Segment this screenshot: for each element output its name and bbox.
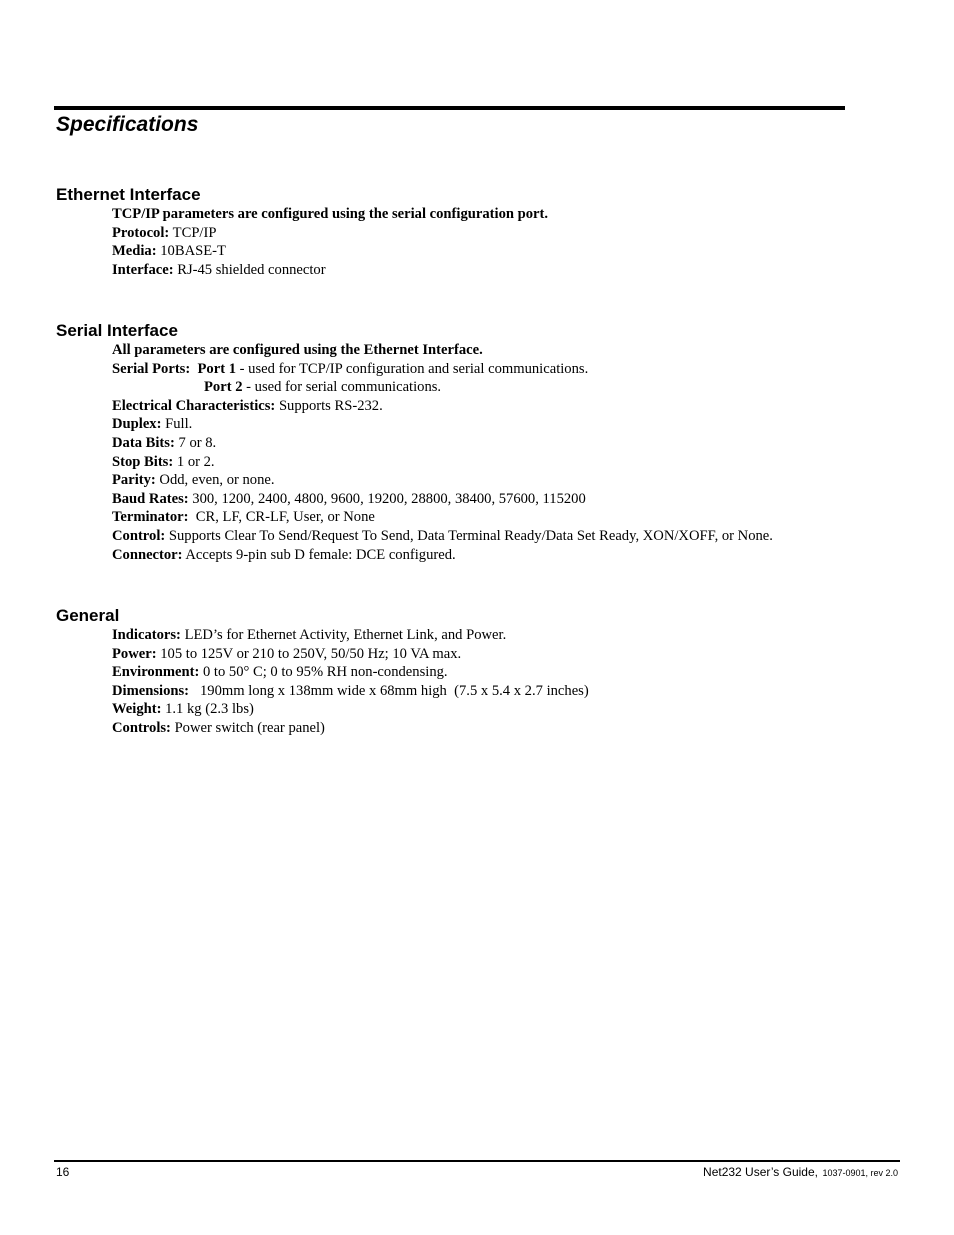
spec-value: LED’s for Ethernet Activity, Ethernet Link, and Power. xyxy=(180,627,507,643)
spec-value: Power switch (rear panel) xyxy=(170,719,325,736)
section-heading-ethernet: Ethernet Interface xyxy=(56,185,201,204)
spec-controls xyxy=(112,719,589,738)
spec-label: Electrical Characteristics: xyxy=(112,397,276,414)
section-heading-general: General xyxy=(56,606,120,625)
spec-label: Weight: xyxy=(112,701,162,718)
spec-control xyxy=(112,527,773,546)
spec-label: Dimensions: xyxy=(112,682,190,699)
footer-document-info xyxy=(703,1164,898,1181)
spec-label: Duplex: xyxy=(112,416,162,433)
spec-label: Control: xyxy=(112,527,166,544)
spec-value: Supports RS-232. xyxy=(275,397,383,414)
footer-guide-title: Net232 User’s Guide, xyxy=(703,1165,818,1179)
spec-value: Accepts 9-pin sub D female: DCE configured. xyxy=(182,546,456,563)
spec-terminator xyxy=(112,508,773,527)
port1-label: Port 1 xyxy=(197,360,237,377)
spec-value: Supports Clear To Send/Request To Send, Data Terminal Ready/Data Set Ready, XON/XOFF, or None. xyxy=(165,527,773,544)
spec-label: Power: xyxy=(112,645,157,662)
spec-value: Full. xyxy=(161,416,193,433)
spec-baud-rates xyxy=(112,490,773,509)
spec-label: Serial Ports: xyxy=(112,360,191,377)
serial-intro: All parameters are configured using the Ethernet Interface. xyxy=(112,342,483,358)
spec-duplex xyxy=(112,415,773,434)
spec-label: Terminator: xyxy=(112,509,189,526)
spec-value: 1.1 kg (2.3 lbs) xyxy=(161,701,254,718)
spec-data-bits xyxy=(112,434,773,453)
spec-power xyxy=(112,645,589,664)
spec-label: Controls: xyxy=(112,719,171,736)
spec-electrical xyxy=(112,397,773,416)
spec-label: Indicators: xyxy=(112,627,181,643)
port1-value: - used for TCP/IP configuration and serial communications. xyxy=(236,360,589,377)
spec-value: CR, LF, CR-LF, User, or None xyxy=(188,509,375,526)
port2-label: Port 2 xyxy=(204,379,243,396)
serial-spec-list xyxy=(112,341,773,564)
spec-value: 105 to 125V or 210 to 250V, 50/50 Hz; 10 VA max. xyxy=(156,645,462,662)
spec-value: 7 or 8. xyxy=(174,434,217,451)
spec-label: Baud Rates: xyxy=(112,490,189,507)
spec-label: Protocol: xyxy=(112,224,170,241)
port2-value: - used for serial communications. xyxy=(242,379,442,396)
footer-rule xyxy=(54,1160,900,1162)
spec-value: 10BASE-T xyxy=(156,243,226,260)
spec-label: Environment: xyxy=(112,664,200,681)
spec-protocol xyxy=(112,224,548,243)
spec-interface xyxy=(112,261,548,280)
spec-environment xyxy=(112,663,589,682)
footer-revision: 1037-0901, rev 2.0 xyxy=(822,1168,898,1178)
top-rule xyxy=(54,106,845,110)
spec-value: 300, 1200, 2400, 4800, 9600, 19200, 28800, 38400, 57600, 115200 xyxy=(188,490,586,507)
spec-value: 0 to 50° C; 0 to 95% RH non-condensing. xyxy=(199,664,448,681)
page-title: Specifications xyxy=(56,113,199,136)
spec-media xyxy=(112,242,548,261)
spec-dimensions xyxy=(112,682,589,701)
spec-value: Odd, even, or none. xyxy=(155,472,275,489)
ethernet-intro: TCP/IP parameters are configured using the serial configuration port. xyxy=(112,206,549,222)
spec-label: Interface: xyxy=(112,261,174,278)
spec-label: Data Bits: xyxy=(112,434,175,451)
spec-value: RJ-45 shielded connector xyxy=(173,261,326,278)
ethernet-spec-list xyxy=(112,205,548,279)
page-number: 16 xyxy=(56,1165,70,1179)
spec-label: Media: xyxy=(112,243,157,260)
spec-label: Parity: xyxy=(112,472,156,489)
spec-stop-bits xyxy=(112,453,773,472)
spec-serial-ports xyxy=(112,360,773,379)
spec-serial-port2 xyxy=(112,378,773,397)
spec-indicators xyxy=(112,626,589,645)
spec-value: 190mm long x 138mm wide x 68mm high (7.5 x 5.4 x 2.7 inches) xyxy=(189,682,589,699)
spec-label: Stop Bits: xyxy=(112,453,174,470)
spec-connector xyxy=(112,546,773,565)
spec-value: 1 or 2. xyxy=(173,453,215,470)
spec-label: Connector: xyxy=(112,546,183,563)
spec-value: TCP/IP xyxy=(169,224,217,241)
general-spec-list xyxy=(112,626,589,738)
spec-weight xyxy=(112,700,589,719)
spec-parity xyxy=(112,471,773,490)
section-heading-serial: Serial Interface xyxy=(56,321,178,340)
